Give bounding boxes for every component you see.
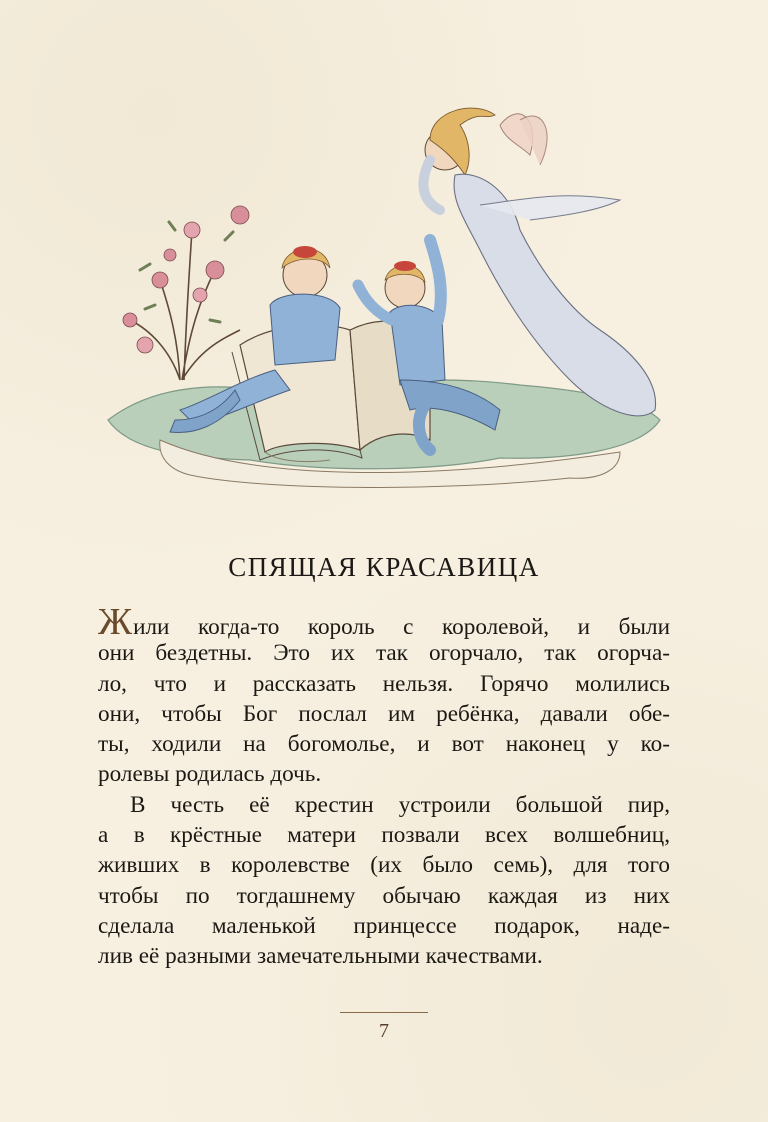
- text-line: сделала маленькой принцессе подарок, наде-: [98, 912, 670, 939]
- footer-rule: [340, 1012, 428, 1013]
- drop-cap: Ж: [98, 601, 133, 643]
- text-line: ты, ходили на богомолье, и вот наконец у ко-: [98, 731, 670, 758]
- rose-bush: [123, 206, 249, 380]
- text-line: Жили когда-то король с королевой, и были: [98, 601, 670, 643]
- text-line: ролевы родилась дочь.: [98, 761, 322, 788]
- fairy: [423, 108, 655, 416]
- text-line: В честь её крестин устроили большой пир,: [130, 791, 670, 818]
- chapter-title: СПЯЩАЯ КРАСАВИЦА: [228, 552, 540, 582]
- text-line: живших в королевстве (их было семь), для того: [98, 852, 670, 879]
- page-number: 7: [379, 1020, 389, 1042]
- text-line: чтобы по тогдашнему обычаю каждая из них: [98, 882, 670, 909]
- text-line: они бездетны. Это их так огорчало, так огорча-: [98, 640, 670, 667]
- text-line: они, чтобы Бог послал им ребёнка, давали обе-: [98, 700, 670, 727]
- text-line: лив её разными замечательными качествами.: [98, 943, 543, 970]
- story-illustration: [100, 80, 670, 500]
- text-line: а в крёстные матери позвали всех волшебниц,: [98, 822, 670, 849]
- text-line: ло, что и рассказать нельзя. Горячо молились: [98, 670, 670, 697]
- chapter-text: [98, 601, 670, 972]
